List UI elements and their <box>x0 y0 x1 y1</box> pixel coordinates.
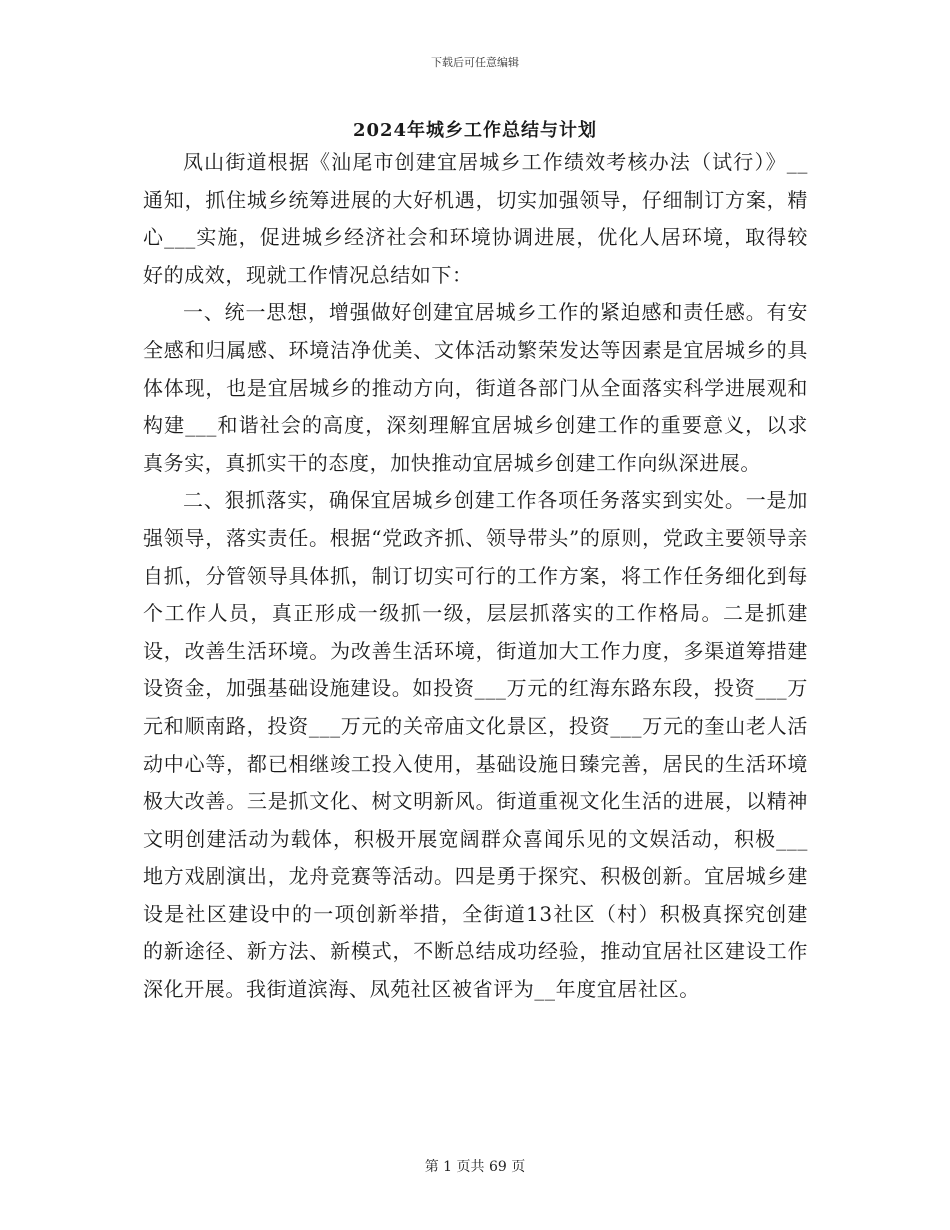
paragraph-intro: 凤山街道根据《汕尾市创建宜居城乡工作绩效考核办法（试行）》__通知，抓住城乡统筹进展的大好机遇，切实加强领导，仔细制订方案，精心___实施，促进城乡经济社会和环境协调进展，优化人居环境，取得较好的成效，现就工作情况总结如下： <box>143 150 808 287</box>
paragraph-section-2: 二、狠抓落实，确保宜居城乡创建工作各项任务落实到实处。一是加强领导，落实责任。根据“党政齐抓、领导带头”的原则，党政主要领导亲自抓，分管领导具体抓，制订切实可行的工作方案，将工作任务细化到每个工作人员，真正形成一级抓一级，层层抓落实的工作格局。二是抓建设，改善生活环境。为改善生活环境，街道加大工作力度，多渠道筹措建设资金，加强基础设施建设。如投资___万元的红海东路东段，投资___万元和顺南路，投资___万元的关帝庙文化景区，投资___万元的奎山老人活动中心等，都已相继竣工投入使用，基础设施日臻完善，居民的生活环境极大改善。三是抓文化、树文明新风。街道重视文化生活的进展，以精神文明创建活动为载体，积极开展宽阔群众喜闻乐见的文娱活动，积极___地方戏剧演出，龙舟竞赛等活动。四是勇于探究、积极创新。宜居城乡建设是社区建设中的一项创新举措，全街道13社区（村）积极真探究创建的新途径、新方法、新模式，不断总结成功经验，推动宜居社区建设工作深化开展。我街道滨海、凤苑社区被省评为__年度宜居社区。 <box>143 488 808 1002</box>
page-number-footer: 第 1 页共 69 页 <box>424 1159 526 1175</box>
paragraph-section-1: 一、统一思想，增强做好创建宜居城乡工作的紧迫感和责任感。有安全感和归属感、环境洁净优美、文体活动繁荣发达等因素是宜居城乡的具体体现，也是宜居城乡的推动方向，街道各部门从全面落实科学进展观和构建___和谐社会的高度，深刻理解宜居城乡创建工作的重要意义，以求真务实，真抓实干的态度，加快推动宜居城乡创建工作向纵深进展。 <box>143 300 808 475</box>
document-body <box>143 144 808 1009</box>
header-note: 下载后可任意编辑 <box>431 56 519 69</box>
document-title: 2024年城乡工作总结与计划 <box>352 120 598 141</box>
